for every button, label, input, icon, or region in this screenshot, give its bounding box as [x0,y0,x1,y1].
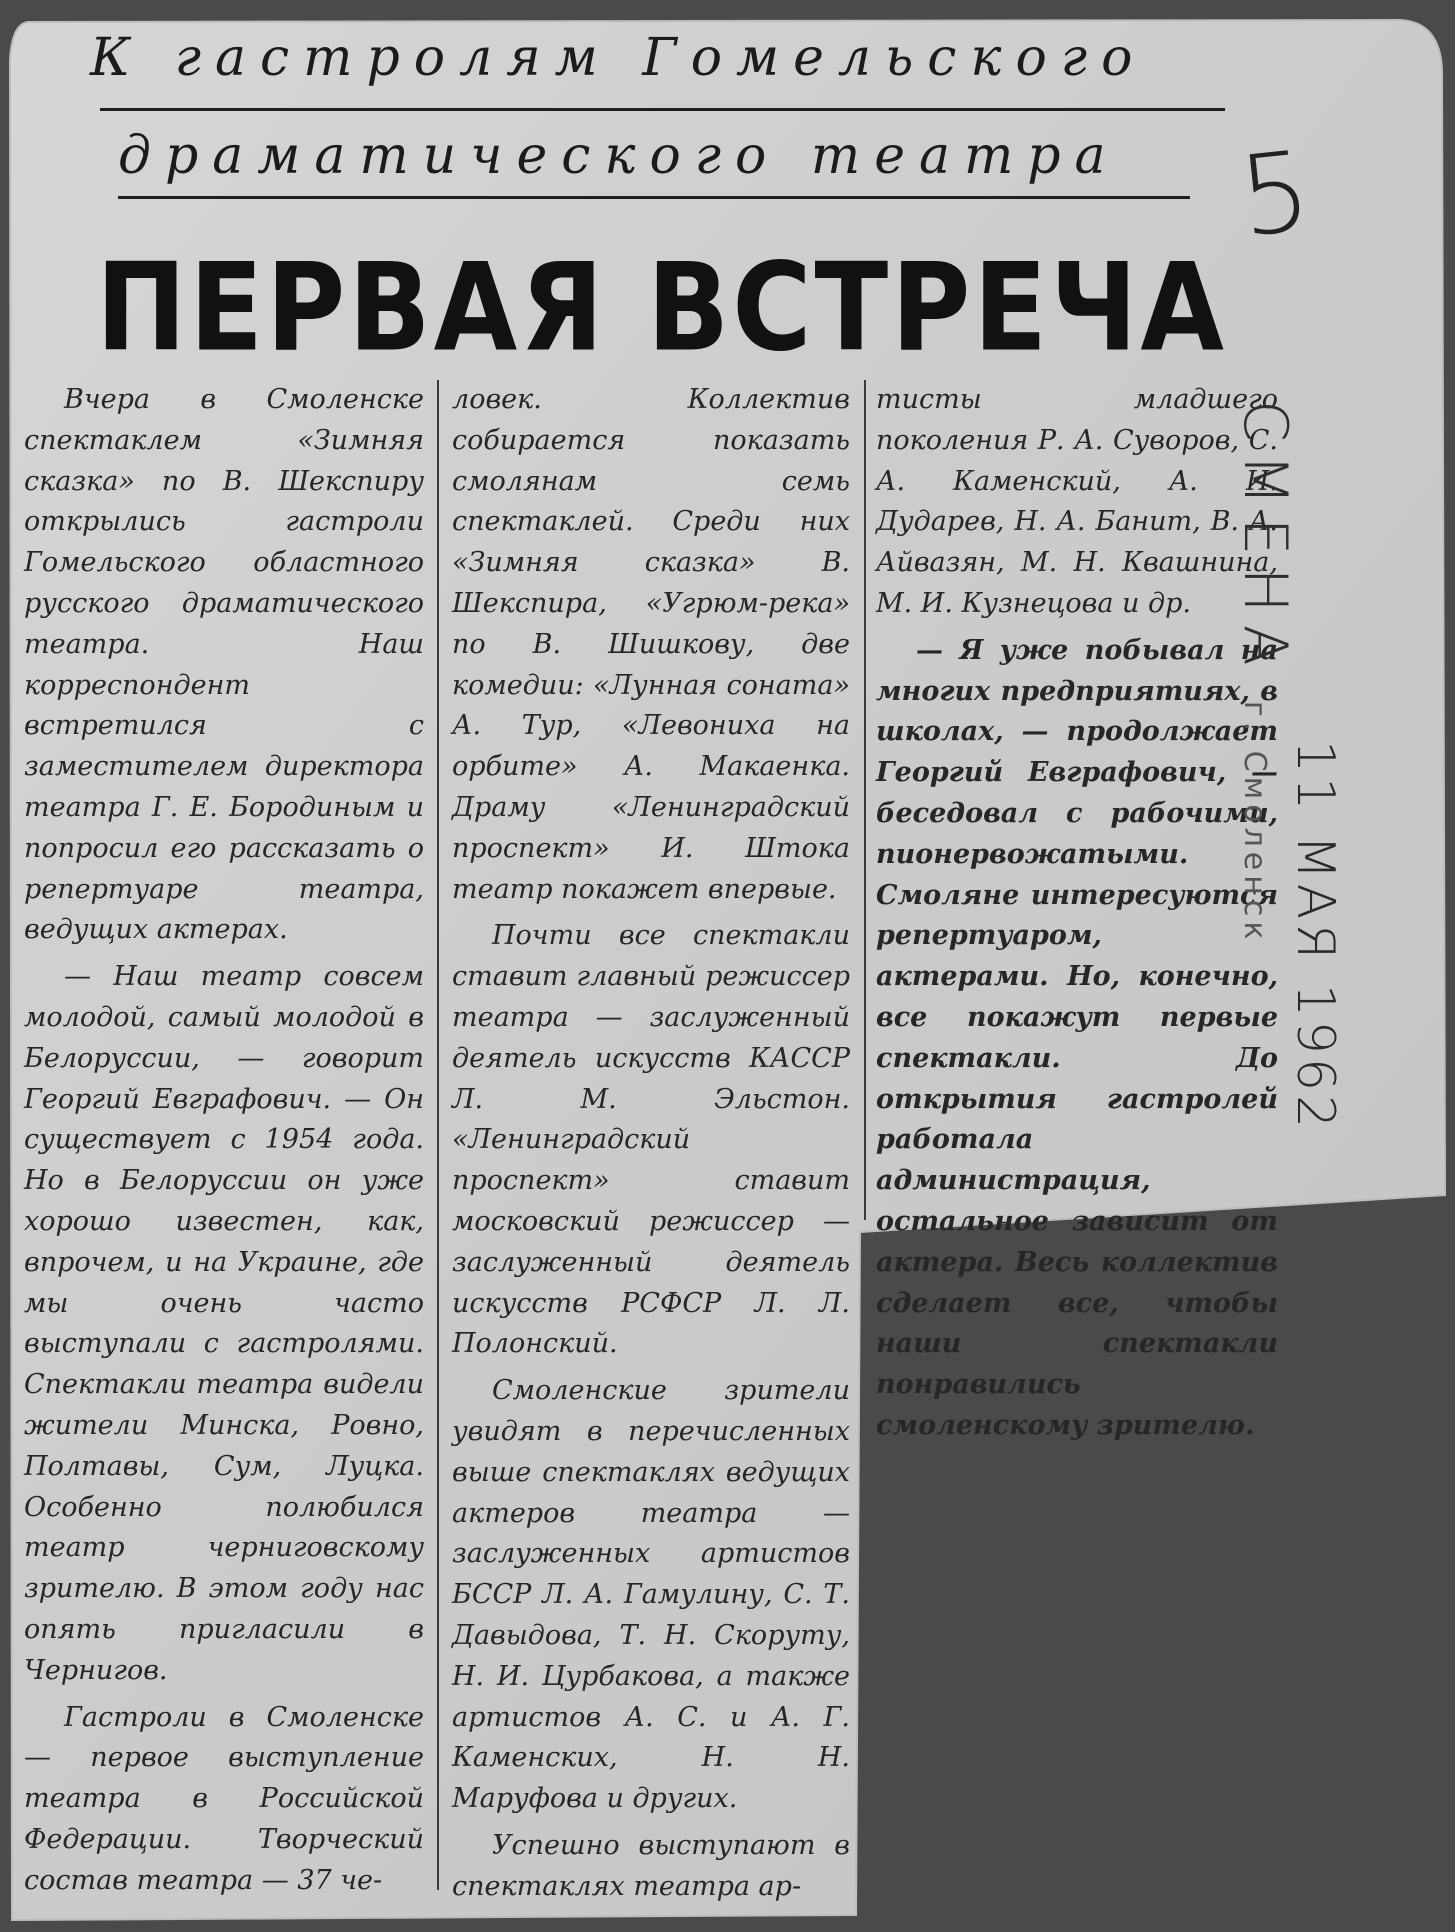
article-paragraph: — Наш театр совсем молодой, самый молодой в Белоруссии, — говорит Георгий Евграфович. — Он существует с 1954 года. Но в Белоруссии он уже хорошо известен, как, впрочем, и на Украине, где мы очень часто выступали с гастролями. Спектакли театра видели жители Минска, Ровно, Полтавы, Сум, Луцка. Особенно полюбился театр черниговскому зрителю. В этом году нас опять пригласили в Чернигов. [24,961,424,1686]
article-paragraph: ловек. Коллектив собирается показать смолянам семь спектаклей. Среди них «Зимняя сказка» В. Шекспира, «Угрюм-река» по В. Шишкову, две комедии: «Лунная соната» А. Тур, «Левониха на орбите» А. Макаенка. Драму «Ленинградский проспект» И. Штока театр покажет впервые. [452,384,850,905]
kicker-line-1: К гастролям Гомельского [90,28,1147,88]
pencil-page-mark: 5 [1233,126,1317,262]
article-paragraph: Успешно выступают в спектаклях театра ар- [452,1829,850,1902]
article-column-3 [876,380,1278,1447]
article-column-2 [452,380,850,1907]
kicker-rule-2 [118,196,1190,199]
headline: ПЕРВАЯ ВСТРЕЧА [96,238,1228,379]
column-divider [437,380,439,1890]
kicker-rule-1 [100,108,1225,111]
article-paragraph: Смоленские зрители увидят в перечисленных выше спектаклях ведущих актеров театра — заслуженных артистов БССР Л. А. Гамулину, С. Т. Давыдова, Т. Н. Скоруту, Н. И. Цурбакова, а также артистов А. С. и А. Г. Каменских, Н. Н. Маруфова и других. [452,1375,850,1815]
article-paragraph: тисты младшего поколения Р. А. Суворов, С. А. Каменский, А. И. Дударев, Н. А. Банит, В. А. Айвазян, М. Н. Квашнина, М. И. Кузнецова и др. [876,384,1278,619]
stamp-city: г. Смоленск [1237,700,1272,945]
column-divider [864,380,866,1220]
article-paragraph: Вчера в Смоленске спектаклем «Зимняя сказка» по В. Шекспиру открылись гастроли Гомельского областного русского драматического театра. Наш корреспондент встретился с заместителем директора театра Г. Е. Бородиным и попросил его рассказать о репертуаре театра, ведущих актерах. [24,384,424,946]
article-column-1 [24,380,424,1901]
stamp-newspaper-name: СМЕНА [1230,400,1300,678]
kicker-line-2: драматического театра [118,126,1120,186]
stamp-date: 11 МАЯ 1962 [1285,740,1345,1133]
article-paragraph: Гастроли в Смоленске — первое выступление театра в Российской Федерации. Творческий состав театра — 37 че- [24,1701,424,1896]
article-paragraph: — Я уже побывал на многих предприятиях, в школах, — продолжает Георгий Евграфович, — беседовал с рабочими, пионервожатыми. Смоляне интересуются репертуаром, актерами. Но, конечно, все покажут первые спектакли. До открытия гастролей работала администрация, остальное зависит от актера. Весь коллектив сделает все, чтобы наши спектакли понравились смоленскому зрителю. [876,634,1278,1441]
article-paragraph: Почти все спектакли ставит главный режиссер театра — заслуженный деятель искусств КАССР Л. М. Эльстон. «Ленинградский проспект» ставит московский режиссер — заслуженный деятель искусств РСФСР Л. Л. Полонский. [452,920,850,1360]
